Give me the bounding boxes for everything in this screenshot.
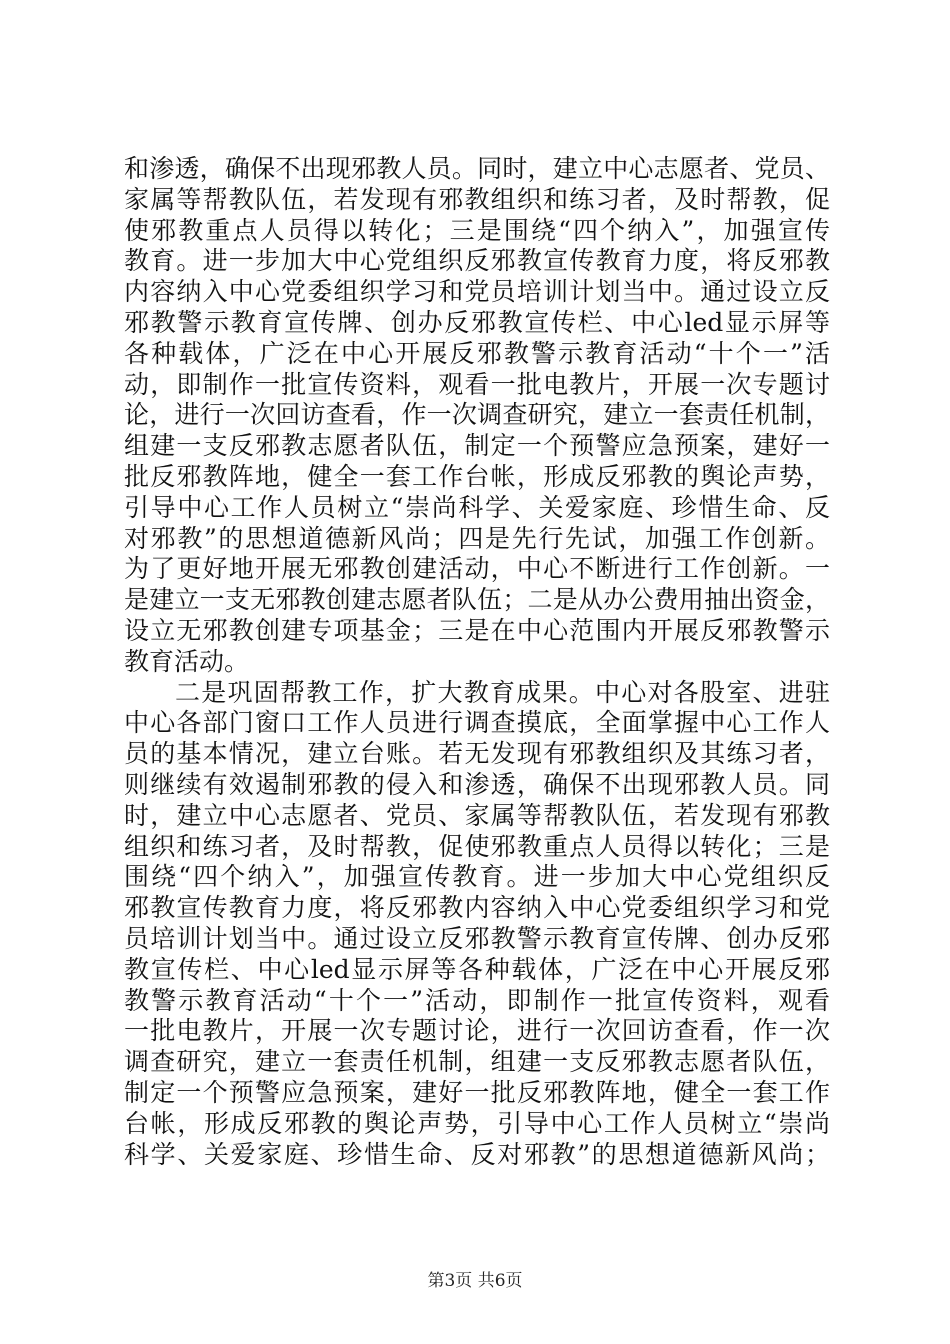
text-line: 组建一支反邪教志愿者队伍，制定一个预警应急预案，建好一 (124, 431, 830, 461)
text-line: 中心各部门窗口工作人员进行调查摸底，全面掌握中心工作人 (124, 708, 830, 738)
paragraph-end-line: 教育活动。 (124, 646, 250, 676)
text-line: 组织和练习者，及时帮教，促使邪教重点人员得以转化；三是 (124, 831, 830, 861)
text-line: 科学、关爱家庭、珍惜生命、反对邪教”的思想道德新风尚； (124, 1139, 830, 1169)
text-line: 为了更好地开展无邪教创建活动，中心不断进行工作创新。一 (124, 554, 830, 584)
text-line: 对邪教”的思想道德新风尚；四是先行先试，加强工作创新。 (124, 523, 830, 553)
page-number: 第3页 共6页 (427, 1271, 523, 1291)
text-line: 制定一个预警应急预案，建好一批反邪教阵地，健全一套工作 (124, 1077, 830, 1107)
text-line: 员培训计划当中。通过设立反邪教警示教育宣传牌、创办反邪 (124, 923, 830, 953)
text-line: 和渗透，确保不出现邪教人员。同时，建立中心志愿者、党员、 (124, 154, 830, 183)
text-line: 批反邪教阵地，健全一套工作台帐，形成反邪教的舆论声势， (124, 461, 830, 491)
body-text (124, 154, 830, 1170)
text-line: 邪教警示教育宣传牌、创办反邪教宣传栏、中心led显示屏等 (124, 307, 830, 337)
text-line: 教宣传栏、中心led显示屏等各种载体，广泛在中心开展反邪 (124, 954, 830, 984)
text-line: 家属等帮教队伍，若发现有邪教组织和练习者，及时帮教，促 (124, 184, 830, 214)
text-line: 则继续有效遏制邪教的侵入和渗透，确保不出现邪教人员。同 (124, 769, 830, 799)
text-line: 是建立一支无邪教创建志愿者队伍；二是从办公费用抽出资金， (124, 585, 830, 615)
text-line: 教育。进一步加大中心党组织反邪教宣传教育力度，将反邪教 (124, 246, 830, 276)
text-line: 时，建立中心志愿者、党员、家属等帮教队伍，若发现有邪教 (124, 800, 830, 830)
text-line: 动，即制作一批宣传资料，观看一批电教片，开展一次专题讨 (124, 369, 830, 399)
text-line: 内容纳入中心党委组织学习和党员培训计划当中。通过设立反 (124, 277, 830, 307)
text-line: 设立无邪教创建专项基金；三是在中心范围内开展反邪教警示 (124, 615, 830, 645)
paragraph-first-line: 二是巩固帮教工作，扩大教育成果。中心对各股室、进驻 (175, 677, 830, 707)
text-line: 论，进行一次回访查看，作一次调查研究，建立一套责任机制， (124, 400, 830, 430)
text-line: 教警示教育活动“十个一”活动，即制作一批宣传资料，观看 (124, 985, 830, 1015)
text-line: 各种载体，广泛在中心开展反邪教警示教育活动“十个一”活 (124, 338, 830, 368)
text-line: 调查研究，建立一套责任机制，组建一支反邪教志愿者队伍， (124, 1047, 830, 1077)
text-line: 邪教宣传教育力度，将反邪教内容纳入中心党委组织学习和党 (124, 893, 830, 923)
text-line: 引导中心工作人员树立“崇尚科学、关爱家庭、珍惜生命、反 (124, 492, 830, 522)
text-line: 围绕“四个纳入”，加强宣传教育。进一步加大中心党组织反 (124, 862, 830, 892)
text-line: 员的基本情况，建立台账。若无发现有邪教组织及其练习者， (124, 739, 830, 769)
text-line: 一批电教片，开展一次专题讨论，进行一次回访查看，作一次 (124, 1016, 830, 1046)
text-line: 使邪教重点人员得以转化；三是围绕“四个纳入”，加强宣传 (124, 215, 830, 245)
text-line: 台帐，形成反邪教的舆论声势，引导中心工作人员树立“崇尚 (124, 1108, 830, 1138)
